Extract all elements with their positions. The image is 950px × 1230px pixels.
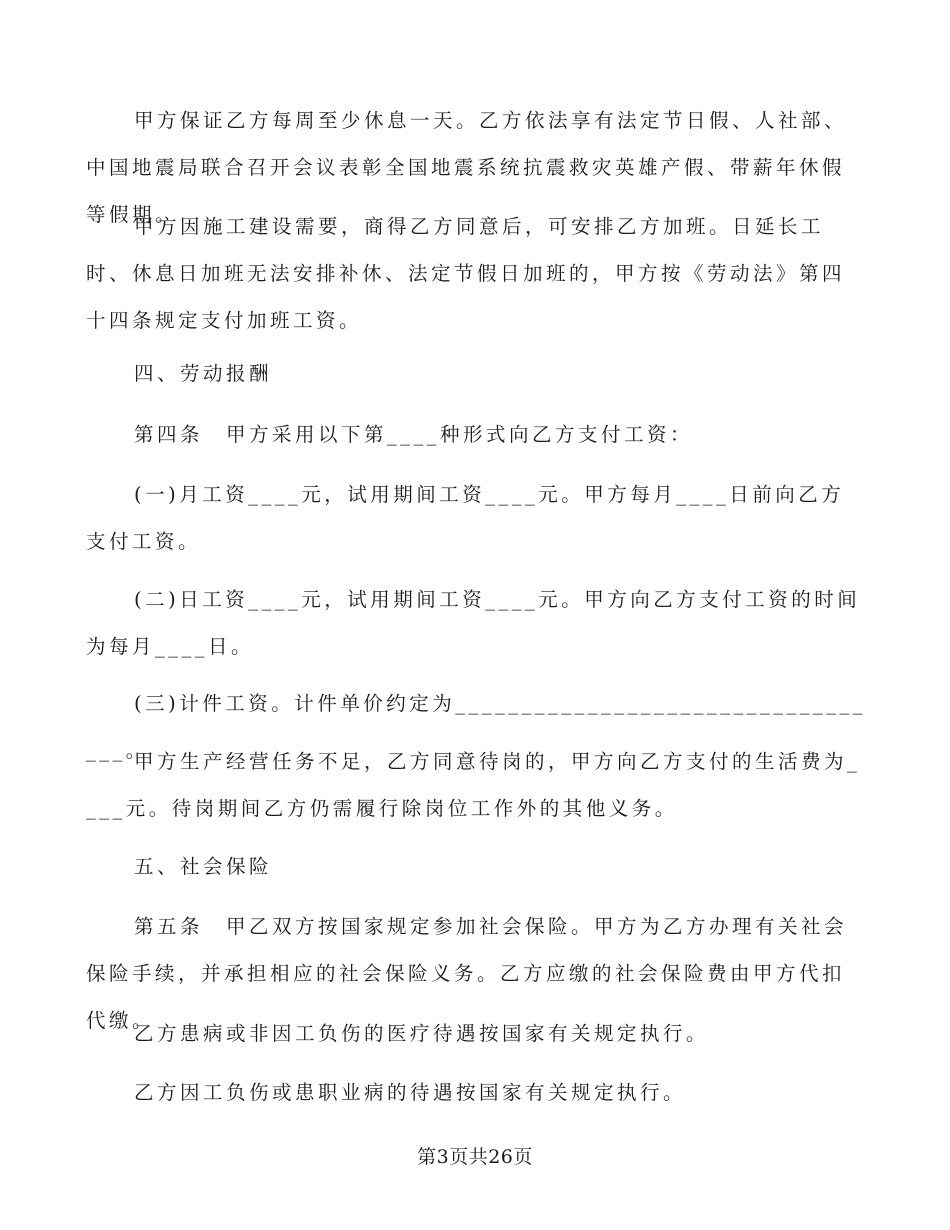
paragraph-rest-days: 甲方保证乙方每周至少休息一天。乙方依法享有法定节日假、人社部、中国地震局联合召开会议表彰全国地震系统抗震救灾英雄产假、带薪年休假等假期。 [86, 109, 848, 226]
section-heading-remuneration: 四、劳动报酬 [134, 362, 273, 385]
paragraph-overtime: 甲方因施工建设需要，商得乙方同意后，可安排乙方加班。日延长工时、休息日加班无法安排补休、法定节假日加班的，甲方按《劳动法》第四十四条规定支付加班工资。 [86, 215, 846, 332]
paragraph-standby-allowance: 甲方生产经营任务不足，乙方同意待岗的，甲方向乙方支付的生活费为____元。待岗期间乙方仍需履行除岗位工作外的其他义务。 [86, 750, 861, 820]
paragraph-medical-treatment: 乙方患病或非因工负伤的医疗待遇按国家有关规定执行。 [134, 1022, 710, 1045]
page-number: 第3页共26页 [417, 1146, 533, 1168]
article-four: 第四条 甲方采用以下第____种形式向乙方支付工资： [134, 423, 694, 446]
clause-daily-wage: (二)日工资____元，试用期间工资____元。甲方向乙方支付工资的时间为每月____日。 [86, 588, 861, 658]
section-heading-social-insurance: 五、社会保险 [134, 855, 273, 878]
article-five: 第五条 甲乙双方按国家规定参加社会保险。甲方为乙方办理有关社会保险手续，并承担相应的社会保险义务。乙方应缴的社会保险费由甲方代扣代缴。 [86, 915, 848, 1032]
clause-piece-wage: (三)计件工资。计件单价约定为__________________________________。 [86, 692, 866, 762]
paragraph-work-injury: 乙方因工负伤或患职业病的待遇按国家有关规定执行。 [134, 1081, 687, 1104]
clause-monthly-wage: (一)月工资____元，试用期间工资____元。甲方每月____日前向乙方支付工资。 [86, 483, 845, 553]
